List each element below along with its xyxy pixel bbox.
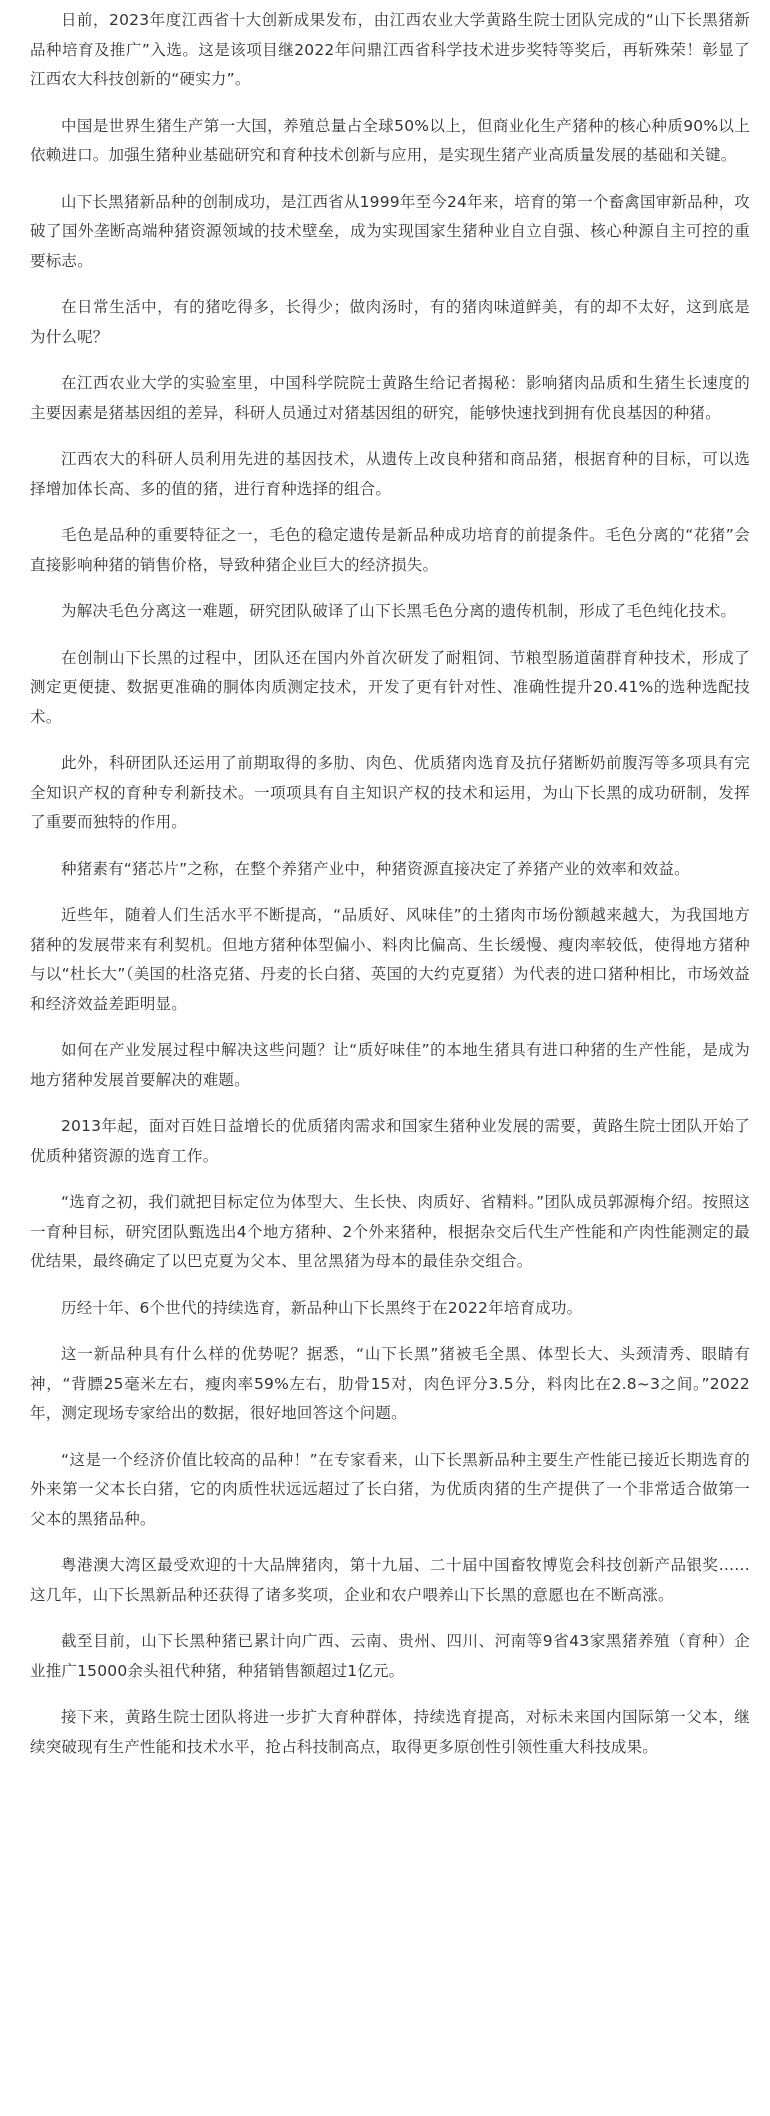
paragraph-3: 山下长黑猪新品种的创制成功，是江西省从1999年至今24年来，培育的第一个畜禽国审新品种，攻破了国外垄断高端种猪资源领域的技术壁垒，成为实现国家生猪种业自立自强、核心种源自主可控的重要标志。 (30, 192, 750, 270)
paragraph-5: 在江西农业大学的实验室里，中国科学院院士黄路生给记者揭秘：影响猪肉品质和生猪生长速度的主要因素是猪基因组的差异，科研人员通过对猪基因组的研究，能够快速找到拥有优良基因的种猪。 (30, 374, 750, 422)
paragraph-18: “这是一个经济价值比较高的品种！”在专家看来，山下长黑新品种主要生产性能已接近长期选育的外来第一父本长白猪，它的肉质性状远远超过了长白猪，为优质肉猪的生产提供了一个非常适合做第一父本的黑猪品种。 (30, 1450, 750, 1528)
paragraph-7: 毛色是品种的重要特征之一，毛色的稳定遗传是新品种成功培育的前提条件。毛色分离的“花猪”会直接影响种猪的销售价格，导致种猪企业巨大的经济损失。 (30, 526, 750, 574)
paragraph-16: 历经十年、6个世代的持续选育，新品种山下长黑终于在2022年培育成功。 (61, 1298, 583, 1317)
paragraph-21: 接下来，黄路生院士团队将进一步扩大育种群体，持续选育提高，对标未来国内国际第一父本，继续突破现有生产性能和技术水平，抢占科技制高点，取得更多原创性引领性重大科技成果。 (30, 1708, 750, 1756)
paragraph-8: 为解决毛色分离这一难题，研究团队破译了山下长黑毛色分离的遗传机制，形成了毛色纯化技术。 (61, 602, 737, 620)
paragraph-20: 截至目前，山下长黑种猪已累计向广西、云南、贵州、四川、河南等9省43家黑猪养殖（育种）企业推广15000余头祖代种猪，种猪销售额超过1亿元。 (30, 1632, 750, 1680)
paragraph-2: 中国是世界生猪生产第一大国，养殖总量占全球50%以上，但商业化生产猪种的核心种质90%以上依赖进口。加强生猪种业基础研究和育种技术创新与应用，是实现生猪产业高质量发展的基础和关键。 (30, 116, 750, 164)
paragraph-9: 在创制山下长黑的过程中，团队还在国内外首次研发了耐粗饲、节粮型肠道菌群育种技术，形成了测定更便捷、数据更准确的胴体肉质测定技术，开发了更有针对性、准确性提升20.41%的选种选配技术。 (30, 648, 750, 726)
paragraph-10: 此外，科研团队还运用了前期取得的多肋、肉色、优质猪肉选育及抗仔猪断奶前腹泻等多项具有完全知识产权的育种专利新技术。一项项具有自主知识产权的技术和运用，为山下长黑的成功研制，发挥了重要而独特的作用。 (30, 754, 750, 831)
paragraph-14: 2013年起，面对百姓日益增长的优质猪肉需求和国家生猪种业发展的需要，黄路生院士团队开始了优质种猪资源的选育工作。 (30, 1117, 750, 1165)
paragraph-1: 日前，2023年度江西省十大创新成果发布，由江西农业大学黄路生院士团队完成的“山下长黑猪新品种培育及推广”入选。这是该项目继2022年问鼎江西省科学技术进步奖特等奖后，再斩殊荣！彰显了江西农大科技创新的“硬实力”。 (30, 11, 750, 88)
paragraph-11: 种猪素有“猪芯片”之称，在整个养猪产业中，种猪资源直接决定了养猪产业的效率和效益。 (61, 859, 690, 878)
paragraph-17: 这一新品种具有什么样的优势呢？据悉，“山下长黑”猪被毛全黑、体型长大、头颈清秀、眼睛有神，“背膘25毫米左右，瘦肉率59%左右，肋骨15对，肉色评分3.5分，料肉比在2.8~3之间。”2022年，测定现场专家给出的数据，很好地回答这个问题。 (30, 1345, 750, 1422)
paragraph-13: 如何在产业发展过程中解决这些问题？让“质好味佳”的本地生猪具有进口种猪的生产性能，是成为地方猪种发展首要解决的难题。 (30, 1041, 750, 1089)
paragraph-15: “选育之初，我们就把目标定位为体型大、生长快、肉质好、省精料。”团队成员郭源梅介绍。按照这一育种目标，研究团队甄选出4个地方猪种、2个外来猪种，根据杂交后代生产性能和产肉性能测定的最优结果，最终确定了以巴克夏为父本、里岔黑猪为母本的最佳杂交组合。 (30, 1193, 750, 1270)
paragraph-19: 粤港澳大湾区最受欢迎的十大品牌猪肉，第十九届、二十届中国畜牧博览会科技创新产品银奖……这几年，山下长黑新品种还获得了诸多奖项，企业和农户喂养山下长黑的意愿也在不断高涨。 (30, 1556, 750, 1604)
paragraph-6: 江西农大的科研人员利用先进的基因技术，从遗传上改良种猪和商品猪，根据育种的目标，可以选择增加体长高、多的值的猪，进行育种选择的组合。 (30, 450, 750, 498)
paragraph-12: 近些年，随着人们生活水平不断提高，“品质好、风味佳”的土猪肉市场份额越来越大，为我国地方猪种的发展带来有利契机。但地方猪种体型偏小、料肉比偏高、生长缓慢、瘦肉率较低，使得地方猪种与以“杜长大”（美国的杜洛克猪、丹麦的长白猪、英国的大约克夏猪）为代表的进口猪种相比，市场效益和经济效益差距明显。 (30, 906, 750, 1013)
paragraph-4: 在日常生活中，有的猪吃得多，长得少；做肉汤时，有的猪肉味道鲜美，有的却不太好，这到底是为什么呢？ (30, 298, 750, 346)
